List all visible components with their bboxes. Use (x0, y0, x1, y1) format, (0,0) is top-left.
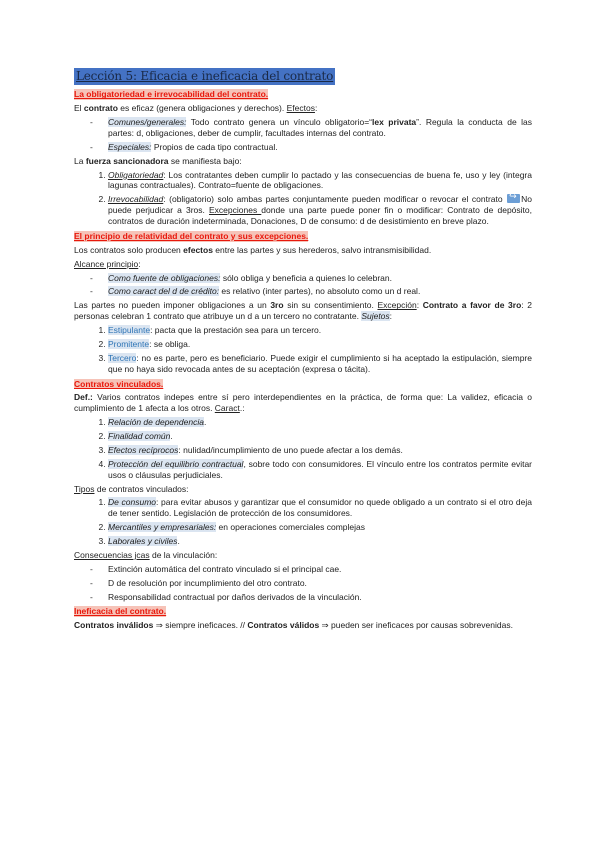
paragraph-alcance: Alcance principio: (74, 258, 141, 269)
caract-list (74, 417, 532, 480)
paragraph-efectos-partes: Los contratos solo producen efectos entre las partes y sus herederos, salvo intransmisibilidad. (74, 244, 432, 255)
list-item: - Comunes/generales: Todo contrato genera un vínculo obligatorio=“lex privata”. Regula la conducta de las partes: d, obligaciones, deber de cumplir, facultades internas del contrato. (108, 117, 532, 139)
list-item: 3. Tercero: no es parte, pero es beneficiario. Puede exigir el cumplimiento si ha aceptado la estipulación, siempre que no haya sido revocada antes de su aceptación (expresa o tácita). (108, 353, 532, 375)
list-item: 1. Estipulante: pacta que la prestación sea para un tercero. (108, 325, 532, 336)
list-item: 2. Promitente: se obliga. (108, 339, 532, 350)
list-item: - Como caract del d de crédito: es relativo (inter partes), no absoluto como un d real. (108, 286, 532, 297)
section-heading-relatividad: El principio de relatividad del contrato y sus excepciones. (74, 230, 309, 241)
paragraph-ineficacia: Contratos inválidos ⇒ siempre ineficaces. // Contratos válidos ⇒ pueden ser ineficaces por causas sobrevenidas. (74, 620, 513, 631)
paragraph-terceros: Las partes no pueden imponer obligaciones a un 3ro sin su consentimiento. Excepción: Contrato a favor de 3ro: 2 personas celebran 1 contrato que atribuye un d a un tercero no contratante. Sujetos: (74, 300, 532, 322)
fuerza-list (74, 170, 532, 227)
arrow-icon (507, 194, 520, 203)
tipos-list (74, 497, 532, 547)
list-item: 2. Mercantiles y empresariales: en operaciones comerciales complejas (108, 522, 532, 533)
efectos-list (74, 117, 532, 153)
list-item: - Extinción automática del contrato vinculado si el principal cae. (108, 564, 532, 575)
paragraph-definicion: Def.: Varios contratos indepes entre sí pero interdependientes en la práctica, de forma que: La validez, eficacia o cumplimiento de 1 afecta a los otros. Caract.: (74, 392, 532, 414)
section-heading-ineficacia: Ineficacia del contrato. (74, 606, 167, 617)
list-item: 3. Laborales y civiles. (108, 536, 532, 547)
consecuencias-list (74, 564, 532, 603)
list-item: - D de resolución por incumplimiento del otro contrato. (108, 578, 532, 589)
list-item: 3. Efectos recíprocos: nulidad/incumplimiento de uno puede afectar a los demás. (108, 445, 532, 456)
section-heading-obligatoriedad: La obligatoriedad e irrevocabilidad del contrato. (74, 89, 269, 100)
list-item: 1. Obligatoriedad: Los contratantes deben cumplir lo pactado y las consecuencias de buena fe, uso y ley (integra lagunas contractuales). Contrato=fuente de obligaciones. (108, 170, 532, 192)
alcance-list (74, 273, 532, 298)
list-item: - Como fuente de obligaciones: sólo obliga y beneficia a quienes lo celebran. (108, 273, 532, 284)
sujetos-list (74, 325, 532, 375)
list-item: 2. Finalidad común. (108, 431, 532, 442)
page-title: Lección 5: Eficacia e ineficacia del contrato (74, 68, 335, 85)
list-item: 1. Relación de dependencia. (108, 417, 532, 428)
section-heading-contratos-vinculados: Contratos vinculados. (74, 378, 164, 389)
list-item: - Responsabilidad contractual por daños derivados de la vinculación. (108, 592, 532, 603)
list-item: - Especiales: Propios de cada tipo contractual. (108, 142, 532, 153)
list-item: 4. Protección del equilibrio contractual, sobre todo con consumidores. El vínculo entre los contratos permite evitar usos o cláusulas perjudiciales. (108, 459, 532, 481)
list-item: 1. De consumo: para evitar abusos y garantizar que el consumidor no quede obligado a un contrato si el otro deja de tener sentido. Legislación de protección de los consumidores. (108, 497, 532, 519)
paragraph-fuerza-sancionadora: La fuerza sancionadora se manifiesta bajo: (74, 155, 242, 166)
list-item: 2. Irrevocabilidad: (obligatorio) solo ambas partes conjuntamente pueden modificar o revocar el contrato ↪No puede perjudicar a 3ros. Excepciones donde una parte puede poner fin o modificar: Contrato de depósito, contratos de duración indeterminada, Donaciones, D de consumo: d de desistimiento en breve plazo. (108, 194, 532, 227)
paragraph-contrato-eficaz: El contrato es eficaz (genera obligaciones y derechos). Efectos: (74, 103, 318, 114)
paragraph-consecuencias: Consecuencias jcas de la vinculación: (74, 549, 218, 560)
paragraph-tipos: Tipos de contratos vinculados: (74, 483, 189, 494)
